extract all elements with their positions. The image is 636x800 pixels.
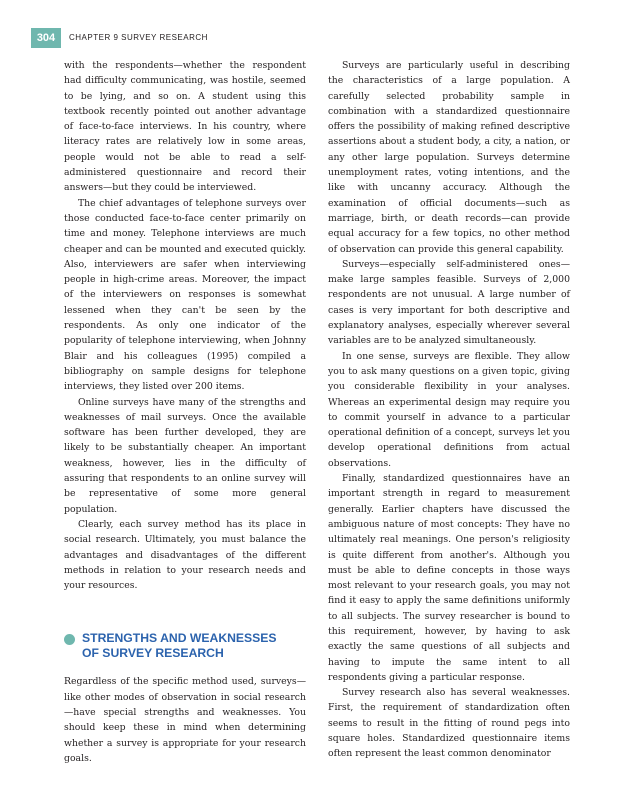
paragraph-5: Regardless of the specific method used, surveys—like other modes of observation in social research—have special strengths and weaknesses. You should keep these in mind when determining whether a survey is appropriate for your research goals. [64, 676, 306, 764]
paragraph-4: Clearly, each survey method has its place in social research. Ultimately, you must balance the advantages and disadvantages of the different methods in relation to your research needs and your resources. [64, 518, 306, 592]
paragraph-7: Surveys—especially self-administered ones—make large samples feasible. Surveys of 2,000 respondents are not unusual. A large number of cases is very important for both descriptive and explanatory analyses, especially wherever several variables are to be analyzed simultaneously. [328, 258, 570, 347]
section-heading-line-2: OF SURVEY RESEARCH [82, 646, 224, 661]
bullet-icon [64, 634, 75, 645]
paragraph-1: with the respondents—whether the respondent had difficulty communicating, was hostile, seemed to be lying, and so on. A student using this textbook recently pointed out another advantage of face-to-face interviews. In his country, where literacy rates are relatively low in some areas, people would not be able to read a self-administered questionnaire and record their answers—but they could be interviewed. [64, 60, 306, 194]
section-heading-line-1: STRENGTHS AND WEAKNESSES [82, 631, 277, 646]
section-heading [64, 631, 306, 661]
paragraph-2: The chief advantages of telephone surveys over those conducted face-to-face center primarily on time and money. Telephone interviews are much cheaper and can be mounted and executed quickly. Also, interviewers are safer when interviewing people in high-crime areas. Moreover, the impact of the interviewers on responses is somewhat lessened when they can't be seen by the respondents. As only one indicator of the popularity of telephone interviewing, when Johnny Blair and his colleagues (1995) compiled a bibliography on sample designs for telephone interviews, they listed over 200 items. [64, 197, 306, 393]
paragraph-6: Surveys are particularly useful in describing the characteristics of a large population. A carefully selected probability sample in combination with a standardized questionnaire offers the possibility of making refined descriptive assertions about a student body, a city, a nation, or any other large population. Surveys determine unemployment rates, voting intentions, and the like with uncanny accuracy. Although the examination of official documents—such as marriage, birth, or death records—can provide equal accuracy for a few topics, no other method of observation can provide this general capability. [328, 60, 570, 255]
paragraph-10: Survey research also has several weaknesses. First, the requirement of standardization often seems to result in the fitting of round pegs into square holes. Standardized questionnaire items often represent the least common denominator [328, 687, 570, 760]
left-column [64, 58, 306, 766]
paragraph-8: In one sense, surveys are flexible. They allow you to ask many questions on a given topic, giving you considerable flexibility in your analyses. Whereas an experimental design may require you to commit yourself in advance to a particular operational definition of a concept, surveys let you develop operational definitions from actual observations. [328, 350, 570, 469]
page-number: 304 [31, 28, 61, 48]
right-column [328, 58, 570, 762]
paragraph-9: Finally, standardized questionnaires have an important strength in regard to measurement generally. Earlier chapters have discussed the ambiguous nature of most concepts: They have no ultimately real meanings. One person's religiosity is quite different from another's. Although you must be able to define concepts in those ways most relevant to your research goals, you may not find it easy to apply the same definitions uniformly to all subjects. The survey researcher is bound to this requirement, however, by having to ask exactly the same questions of all subjects and having to impute the same intent to all respondents giving a particular response. [328, 473, 570, 683]
running-head: CHAPTER 9 SURVEY RESEARCH [69, 33, 208, 42]
paragraph-3: Online surveys have many of the strengths and weaknesses of mail surveys. Once the available software has been further developed, they are likely to be substantially cheaper. An important weakness, however, lies in the difficulty of assuring that respondents to an online survey will be representative of some more general population. [64, 396, 306, 515]
